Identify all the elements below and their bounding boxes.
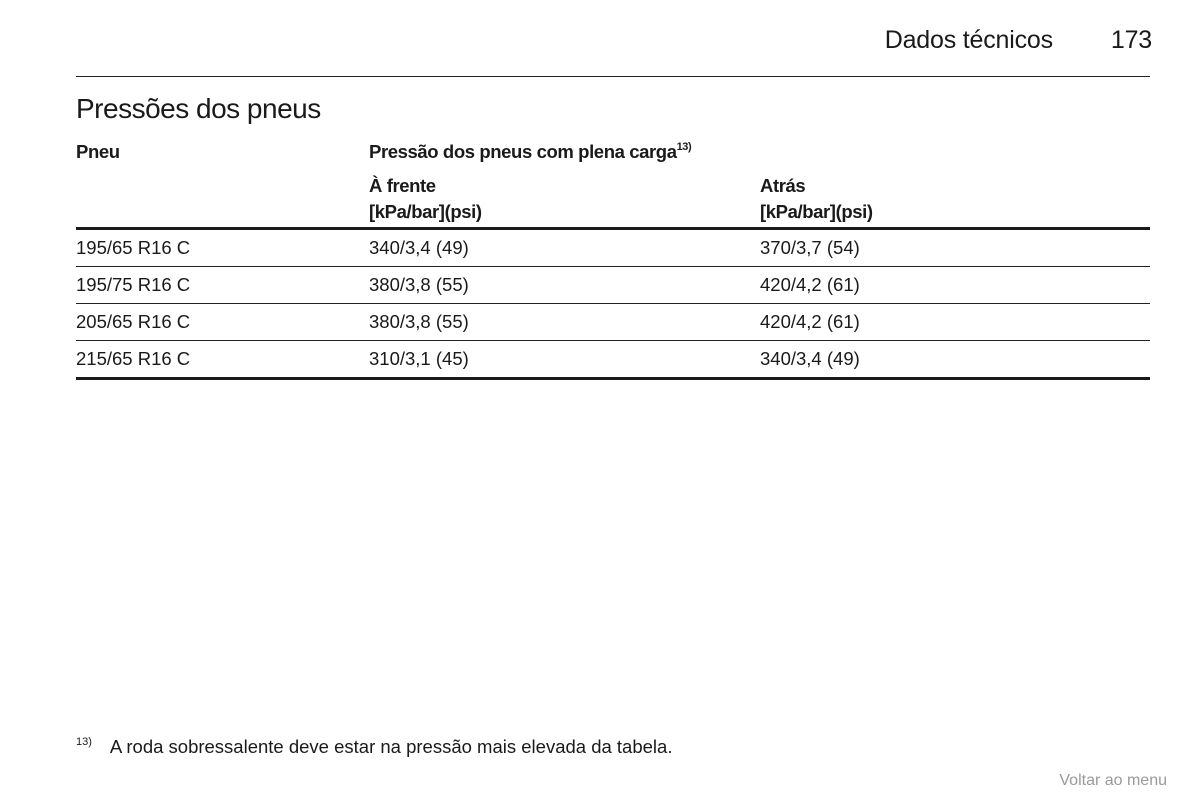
- cell-rear: 420/4,2 (61): [760, 267, 1150, 304]
- rear-unit: [kPa/bar](psi): [760, 201, 873, 222]
- table-subheader-row: [76, 169, 1150, 229]
- column-header-rear: [760, 169, 1150, 229]
- cell-rear: 420/4,2 (61): [760, 304, 1150, 341]
- cell-tire: 215/65 R16 C: [76, 341, 369, 379]
- table-row: [76, 341, 1150, 379]
- cell-tire: 205/65 R16 C: [76, 304, 369, 341]
- cell-tire: 195/65 R16 C: [76, 229, 369, 267]
- footnote-text: A roda sobressalente deve estar na pressão mais elevada da tabela.: [109, 736, 673, 757]
- cell-front: 380/3,8 (55): [369, 304, 760, 341]
- section-name: Dados técnicos: [884, 26, 1053, 54]
- cell-rear: 370/3,7 (54): [760, 229, 1150, 267]
- cell-tire: 195/75 R16 C: [76, 267, 369, 304]
- front-label: À frente: [369, 175, 436, 196]
- page-title: Pressões dos pneus: [76, 93, 321, 124]
- table-row: [76, 229, 1150, 267]
- column-header-pressure-group: [369, 138, 1150, 169]
- cell-rear: 340/3,4 (49): [760, 341, 1150, 379]
- cell-front: 340/3,4 (49): [369, 229, 760, 267]
- tire-pressure-table: [76, 138, 1150, 380]
- front-unit: [kPa/bar](psi): [369, 201, 482, 222]
- header-divider: [76, 76, 1150, 77]
- back-to-menu-link[interactable]: Voltar ao menu: [1059, 772, 1167, 789]
- table-row: [76, 304, 1150, 341]
- table-header-row: [76, 138, 1150, 169]
- footnote: [76, 736, 672, 758]
- table-row: [76, 267, 1150, 304]
- column-header-empty: [76, 169, 369, 229]
- pressure-group-label: Pressão dos pneus com plena carga: [369, 141, 677, 162]
- page-header: [885, 26, 1152, 55]
- page-number: 173: [1110, 26, 1152, 54]
- cell-front: 380/3,8 (55): [369, 267, 760, 304]
- footnote-marker: 13): [676, 141, 692, 153]
- footnote-ref: 13): [76, 736, 92, 748]
- cell-front: 310/3,1 (45): [369, 341, 760, 379]
- column-header-tire: Pneu: [76, 141, 120, 162]
- column-header-front: [369, 169, 760, 229]
- rear-label: Atrás: [760, 175, 806, 196]
